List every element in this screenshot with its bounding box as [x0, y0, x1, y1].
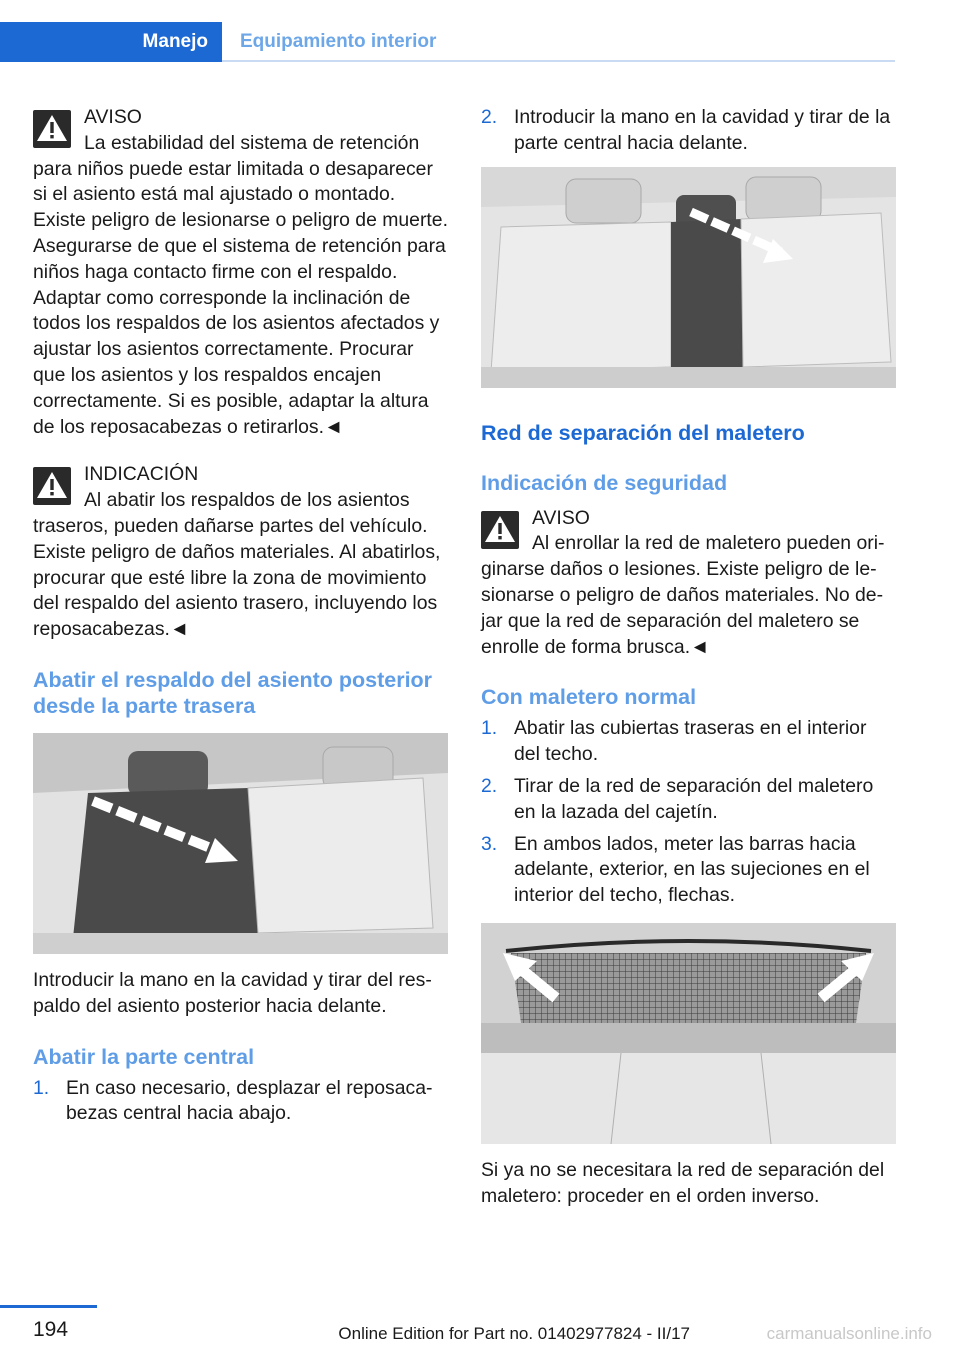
notice-block: [33, 462, 448, 643]
step-list-continued: [481, 105, 896, 157]
step-text: Introducir la mano en la cavidad y tirar de la parte central hacia delante.: [514, 106, 891, 154]
step-text: En caso necesario, desplazar el reposacabezas central hacia abajo.: [66, 1076, 433, 1125]
warning-title: AVISO: [532, 506, 590, 529]
step-number: 1.: [481, 717, 498, 740]
step-item: [481, 105, 896, 157]
warning-body: Al enrollar la red de maletero pueden originarse daños o lesiones. Existe peligro de lesionarse o peligro de daños materiales. No dejar que la red de separación del maletero se enrolle de forma brusca.◄: [481, 532, 885, 658]
notice-icon: [33, 467, 71, 505]
section-heading-main: Red de separación del maletero: [481, 420, 805, 445]
footer-rule: [0, 1305, 97, 1308]
step-number: 1.: [33, 1076, 50, 1099]
notice-body: Al abatir los respaldos de los asientos traseros, pueden dañarse partes del vehículo. Existe peligro de daños materiales. Al abatirlos, procurar que esté libre la zona de movimiento del respaldo del asiento trasero, incluyendo los reposacabezas.◄: [33, 489, 441, 641]
page-number: 194: [33, 1318, 69, 1341]
warning-title: AVISO: [84, 106, 142, 128]
rear-seat-fold-photo: [33, 733, 448, 954]
instruction-paragraph: Introducir la mano en la cavidad y tirar del respaldo del asiento posterior hacia delante.: [33, 968, 432, 1017]
section-tab[interactable]: Equipamiento interior: [240, 31, 437, 52]
header-rule: [222, 60, 895, 62]
page-header: [0, 22, 895, 62]
center-section-photo: [481, 167, 896, 388]
closing-paragraph: Si ya no se necesitara la red de separación del maletero: proceder en el orden inverso.: [481, 1158, 885, 1207]
left-column: [33, 105, 448, 1133]
warning-block: [481, 506, 896, 661]
step-number: 2.: [481, 106, 498, 128]
step-item: [481, 774, 896, 826]
step-number: 2.: [481, 774, 498, 797]
warning-icon: [33, 110, 71, 148]
step-item: [481, 716, 896, 768]
step-item: [481, 832, 896, 909]
step-text: Tirar de la red de separación del maletero en la lazada del cajetín.: [514, 774, 874, 823]
warning-body: La estabilidad del sistema de retención para niños puede estar limitada o desaparecer si el asiento está mal ajustado o montado. Existe peligro de lesionarse o peligro de muerte. Asegurarse de que el sistema de retención para niños haga contacto firme con el respaldo. Adaptar como corresponde la inclinación de todos los respaldos de los asientos afectados y ajustar los asientos correctamente. Procurar que los asientos y los respaldos encajen correctamente. Si es posible, adaptar la altura de los reposacabezas o retirarlos.◄: [33, 131, 448, 438]
step-text: Abatir las cubiertas traseras en el interior del techo.: [514, 717, 867, 766]
subsection-heading: Con maletero normal: [481, 685, 697, 710]
subsection-heading: Abatir la parte central: [33, 1044, 255, 1069]
warning-icon: [481, 511, 519, 549]
step-list: [481, 716, 896, 909]
step-text: En ambos lados, meter las barras hacia adelante, exterior, en las sujeciones en el interior del techo, flechas.: [514, 832, 870, 907]
right-column: [481, 105, 896, 1210]
watermark: carmanualsonline.info: [766, 1324, 932, 1343]
edition-label: Online Edition for Part no. 01402977824 - II/17: [338, 1324, 690, 1343]
notice-title: INDICACIÓN: [84, 463, 199, 486]
step-number: 3.: [481, 832, 498, 855]
step-list: [33, 1076, 448, 1128]
warning-block: [33, 105, 448, 440]
step-item: [33, 1076, 448, 1128]
chapter-tab[interactable]: Manejo: [0, 22, 222, 62]
luggage-net-photo: [481, 923, 896, 1144]
section-heading: Abatir el respaldo del asiento posterior desde la parte trasera: [33, 667, 433, 718]
subsection-heading: Indicación de seguridad: [481, 470, 728, 495]
